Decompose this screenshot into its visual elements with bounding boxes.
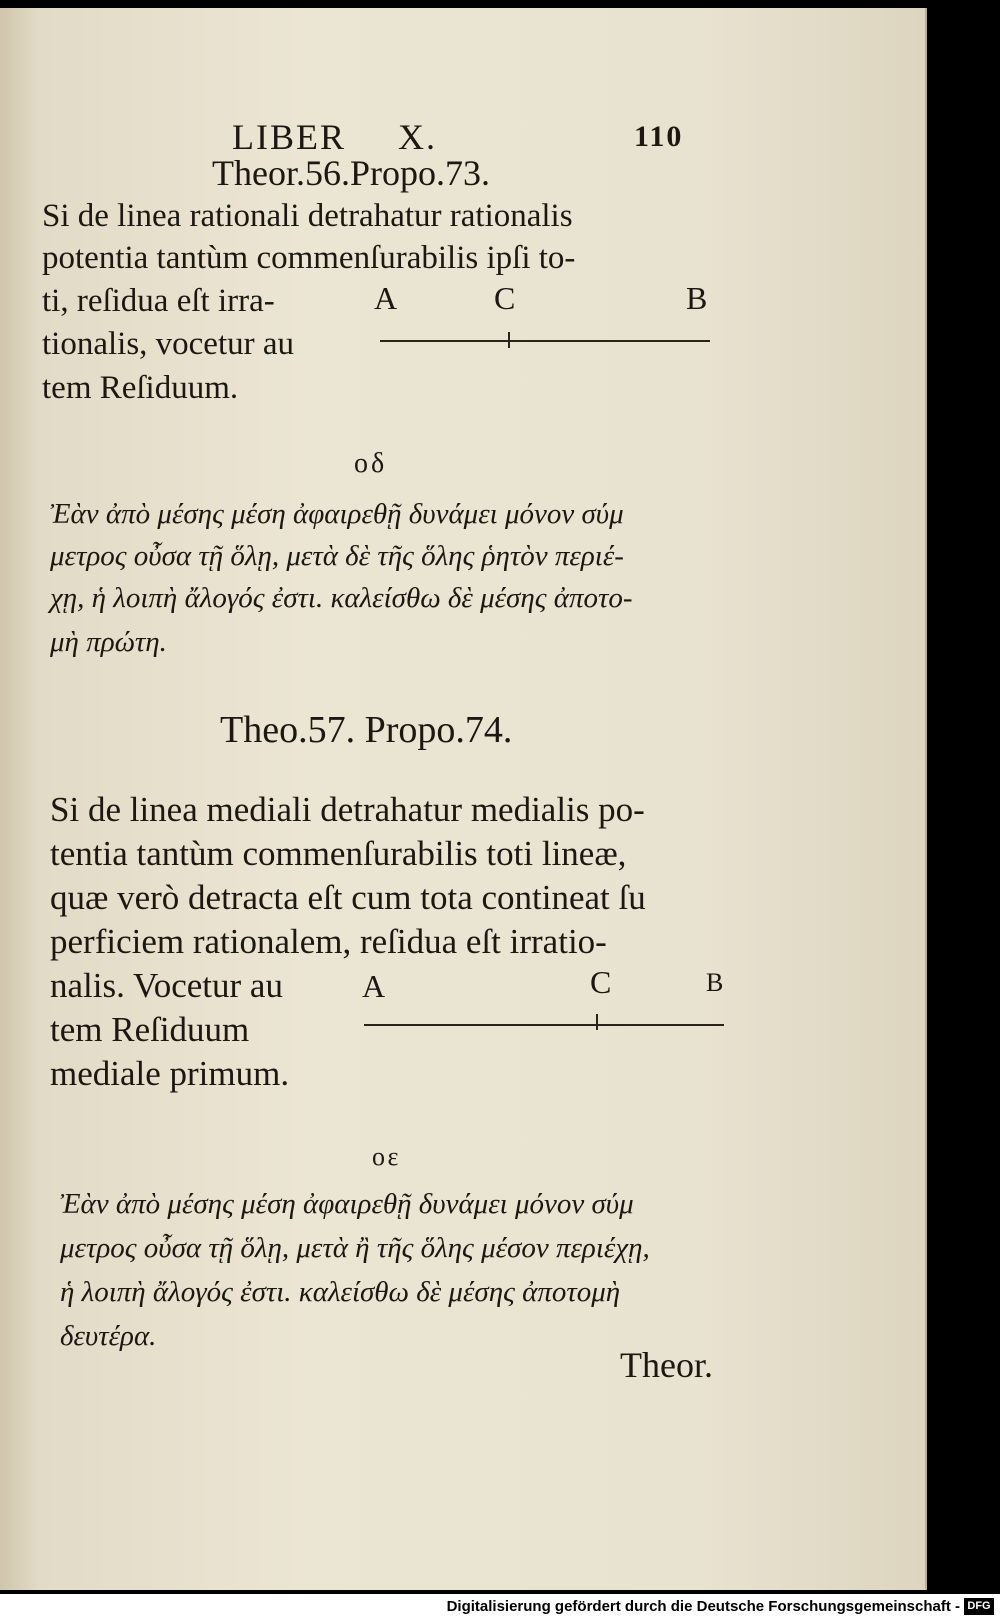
- section1-greek-line-1: Ἐὰν ἀπὸ μέσης μέση ἀφαιρεθῇ δυνάμει μόνον σύμ: [50, 498, 624, 530]
- section2-greek-line-1: Ἐὰν ἀπὸ μέσης μέση ἀφαιρεθῇ δυνάμει μόνον σύμ: [60, 1188, 634, 1220]
- figure2-label-b: B: [706, 968, 724, 997]
- figure1-label-b: B: [686, 280, 708, 316]
- catchword: Theor.: [620, 1345, 713, 1385]
- section2-line-1: Si de linea mediali detrahatur medialis po-: [50, 790, 645, 829]
- page-number: 110: [634, 120, 684, 153]
- figure2-label-a: A: [362, 968, 386, 1004]
- section1-greek-line-2: μετρος οὖσα τῇ ὅλῃ, μετὰ δὲ τῆς ὅλης ῥητὸν περιέ-: [50, 540, 624, 572]
- section2-line-6: tem Reſiduum: [50, 1010, 250, 1049]
- section2-greek-line-3: ἡ λοιπὴ ἄλογός ἐστι. καλείσθω δὲ μέσης ἀποτομὴ: [60, 1276, 621, 1308]
- section1-greek-line-3: χῃ, ἡ λοιπὴ ἄλογός ἐστι. καλείσθω δὲ μέσης ἀποτο-: [50, 582, 633, 614]
- figure2-point-c: [596, 1014, 598, 1030]
- running-header-book-number: X.: [398, 117, 437, 157]
- section2-line-4: perficiem rationalem, reſidua eſt irratio-: [50, 922, 607, 961]
- section2-greek-line-4: δευτέρα.: [60, 1320, 157, 1352]
- figure1-label-c: C: [494, 280, 516, 316]
- figure2-segment-ab: [364, 1024, 724, 1026]
- section1-greek-number: ο δ: [354, 448, 383, 479]
- digitization-footer: [0, 1594, 1000, 1620]
- section2-greek-line-2: μετρος οὖσα τῇ ὅλῃ, μετὰ ἢ τῆς ὅλης μέσον περιέχῃ,: [60, 1232, 650, 1264]
- figure1-label-a: A: [374, 280, 398, 316]
- section2-title: Theo.57. Propo.74.: [220, 709, 513, 751]
- figure1-segment-ab: [380, 340, 710, 342]
- section1-title: Theor.56.Propo.73.: [212, 153, 490, 193]
- footer-credit-text: Digitalisierung gefördert durch die Deutsche Forschungsgemeinschaft -: [446, 1598, 960, 1615]
- figure2-label-c: C: [590, 964, 612, 1000]
- section2-line-3: quæ verò detracta eſt cum tota contineat ſu: [50, 878, 646, 917]
- section1-line-1: Si de linea rationali detrahatur rationalis: [42, 198, 573, 234]
- section1-line-2: potentia tantùm commenſurabilis ipſi to-: [42, 240, 576, 276]
- section1-line-5: tem Reſiduum.: [42, 370, 239, 406]
- section1-line-4: tionalis, vocetur au: [42, 326, 295, 362]
- section2-line-2: tentia tantùm commenſurabilis toti lineæ,: [50, 834, 627, 873]
- dfg-logo: DFG: [964, 1598, 994, 1615]
- section2-greek-number: ο ε: [372, 1142, 397, 1171]
- section2-line-7: mediale primum.: [50, 1054, 290, 1093]
- running-header-liber: LIBER: [232, 117, 346, 157]
- book-page: [0, 8, 927, 1590]
- section2-line-5: nalis. Vocetur au: [50, 966, 283, 1005]
- section1-line-3: ti, reſidua eſt irra-: [42, 283, 275, 319]
- figure1-point-c: [508, 332, 510, 348]
- section1-greek-line-4: μὴ πρώτη.: [50, 626, 167, 658]
